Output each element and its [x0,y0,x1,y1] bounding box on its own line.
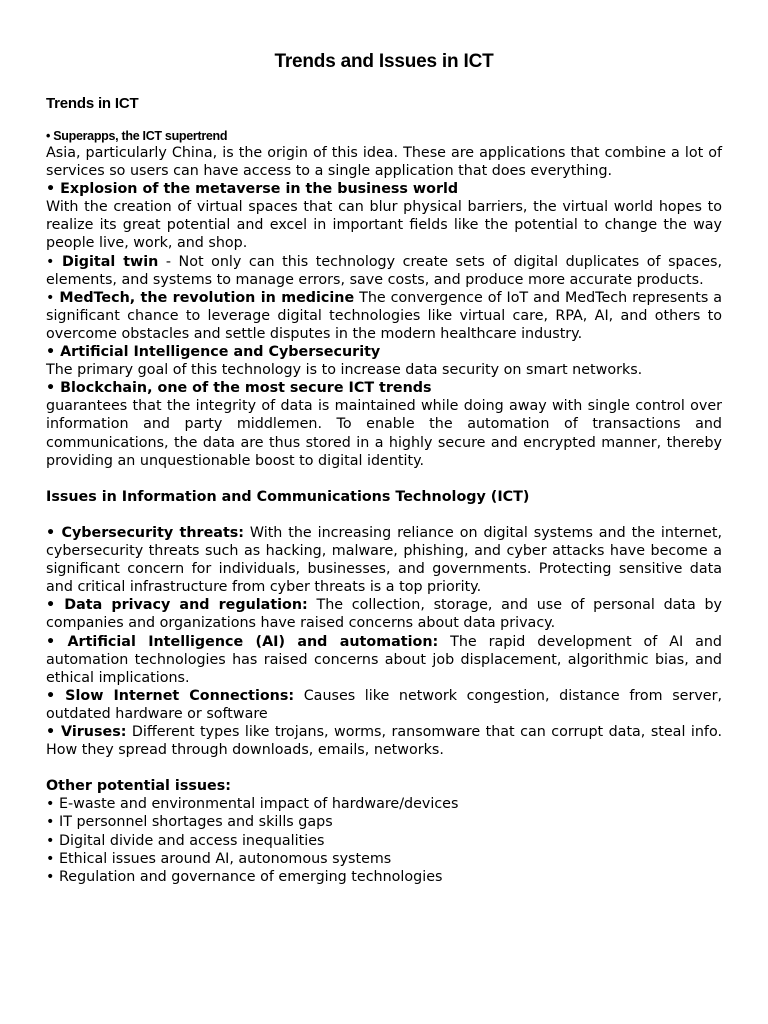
medtech-bullet: • [46,289,60,306]
digital-twin-paragraph [46,253,722,289]
section-spacer [46,506,722,524]
issue-item [46,687,722,723]
digital-twin-label: Digital twin [61,253,159,270]
ai-cyber-heading-label: • Artificial Intelligence and Cybersecurity [46,344,381,361]
other-issues-heading [46,777,722,795]
issue-label: • Viruses: [46,724,127,740]
section-spacer [46,470,722,488]
issue-text: The rapid development of AI and automation technologies has raised concerns about job displacement, algorithmic bias, and ethical implications. [46,633,722,686]
list-item: • Ethical issues around AI, autonomous systems [46,850,392,867]
document-title: Trends and Issues in ICT [274,51,494,72]
other-issues-heading-label: Other potential issues: [46,778,231,795]
blockchain-heading-label: • Blockchain, one of the most secure ICT trends [46,380,432,397]
issue-item [46,596,722,632]
blockchain-heading [46,379,722,397]
list-item: • Digital divide and access inequalities [46,832,325,849]
medtech-text: The convergence of IoT and MedTech represents a significant chance to leverage digital technologies like virtual care, RPA, AI, and others to overcome obstacles and settle disputes in the modern healthcare industry. [46,289,722,342]
issue-label: • Data privacy and regulation: [46,597,308,614]
issues-heading-label: Issues in Information and Communications Technology (ICT) [46,488,530,505]
issue-item [46,723,722,759]
metaverse-text: With the creation of virtual spaces that can blur physical barriers, the virtual world hopes to realize its great potential and excel in important fields like the potential to change the way people live, work, and shop. [46,199,722,252]
issue-label: • Slow Internet Connections: [46,687,295,704]
metaverse-heading-label: • Explosion of the metaverse in the business world [46,181,459,198]
trends-body [46,144,722,886]
digital-twin-bullet: • [46,253,62,270]
issue-label: • Artificial Intelligence (AI) and automation: [46,633,439,650]
blockchain-text: guarantees that the integrity of data is maintained while doing away with single control over information and party middlemen. To enable the automation of transactions and communications, the data are thus stored in a highly secure and encrypted manner, thereby providing an unquestionable boost to digital identity. [46,398,722,469]
issue-item [46,633,722,687]
issue-text: Different types like trojans, worms, ransomware that can corrupt data, steal info. How they spread through downloads, emails, networks. [46,724,722,759]
superapps-text: Asia, particularly China, is the origin of this idea. These are applications that combine a lot of services so users can have access to a single application that does everything. [46,145,722,180]
superapps-heading: • Superapps, the ICT supertrend [46,129,228,143]
issues-heading [46,488,722,506]
digital-twin-text: - Not only can this technology create sets of digital duplicates of spaces, elements, and systems to manage errors, save costs, and produce more accurate products. [46,253,723,288]
issue-label: • Cybersecurity threats: [46,524,245,541]
section-spacer [46,759,722,777]
medtech-label: MedTech, the revolution in medicine [59,289,355,306]
issue-item [46,524,722,596]
trends-heading: Trends in ICT [46,95,139,112]
ai-cyber-text: The primary goal of this technology is to increase data security on smart networks. [46,362,643,379]
issue-text: The collection, storage, and use of personal data by companies and organizations have raised concerns about data privacy. [46,597,722,632]
issue-text: Causes like network congestion, distance from server, outdated hardware or software [46,687,723,722]
other-issues-list [46,795,722,885]
list-item: • Regulation and governance of emerging technologies [46,868,443,885]
medtech-paragraph [46,289,722,343]
list-item: • E-waste and environmental impact of hardware/devices [46,796,459,813]
ai-cyber-heading [46,343,722,361]
list-item: • IT personnel shortages and skills gaps [46,814,333,831]
metaverse-heading [46,180,722,198]
issue-text: With the increasing reliance on digital systems and the internet, cybersecurity threats such as hacking, malware, phishing, and cyber attacks have become a significant concern for individuals, businesses, and governments. Protecting sensitive data and critical infrastructure from cyber threats is a top priority. [46,524,722,596]
